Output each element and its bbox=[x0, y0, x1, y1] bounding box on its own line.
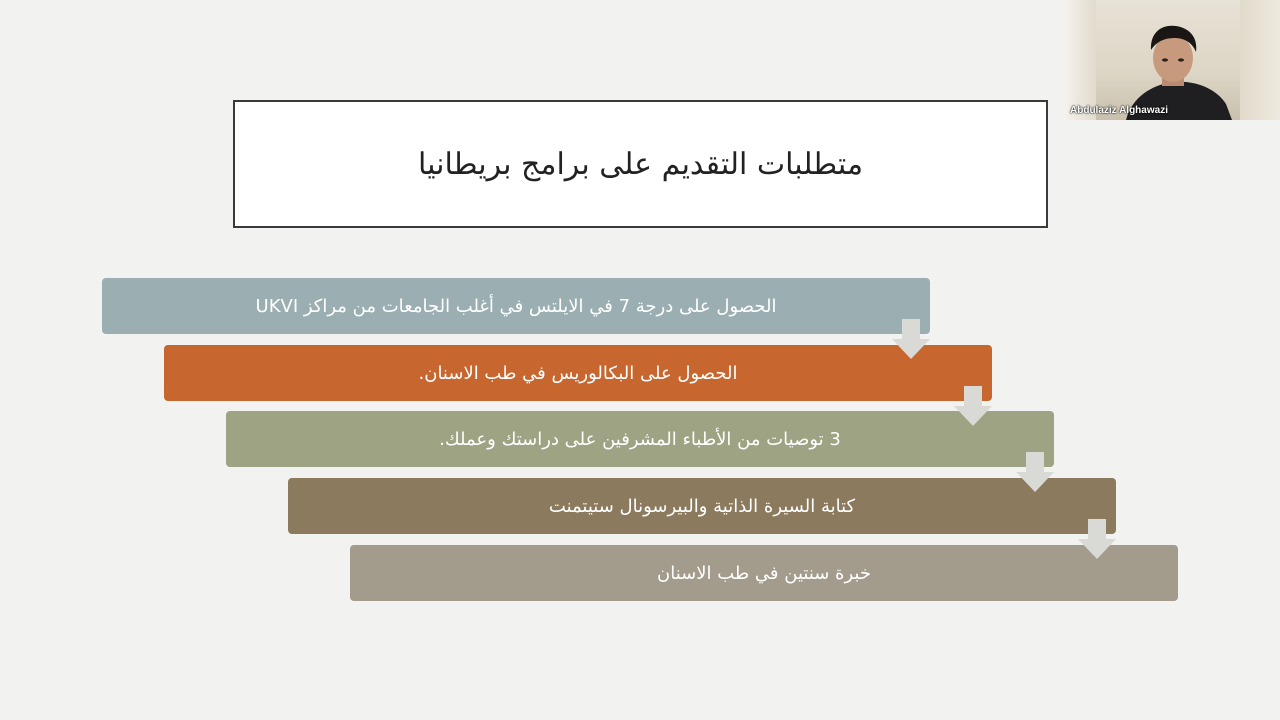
down-arrow-icon bbox=[954, 386, 992, 426]
participant-name-label: Abdulaziz Alghawazi bbox=[1070, 105, 1168, 116]
slide-title-box bbox=[233, 100, 1048, 228]
process-step-3 bbox=[226, 411, 1054, 467]
participant-video-tile[interactable] bbox=[1066, 0, 1280, 120]
process-step-label: الحصول على درجة 7 في الايلتس في أغلب الجامعات من مراكز UKVI bbox=[255, 295, 777, 317]
down-arrow-icon bbox=[1016, 452, 1054, 492]
process-step-5 bbox=[350, 545, 1178, 601]
process-step-label: خبرة سنتين في طب الاسنان bbox=[657, 562, 871, 584]
slide-title: متطلبات التقديم على برامج بريطانيا bbox=[417, 146, 864, 182]
process-step-label: كتابة السيرة الذاتية والبيرسونال ستيتمنت bbox=[548, 495, 856, 517]
process-step-label: الحصول على البكالوريس في طب الاسنان. bbox=[418, 362, 738, 384]
down-arrow-icon bbox=[1078, 519, 1116, 559]
process-step-1 bbox=[102, 278, 930, 334]
process-step-label: 3 توصيات من الأطباء المشرفين على دراستك وعملك. bbox=[439, 428, 841, 450]
process-step-2 bbox=[164, 345, 992, 401]
participant-avatar-icon bbox=[1066, 0, 1280, 120]
down-arrow-icon bbox=[892, 319, 930, 359]
process-step-4 bbox=[288, 478, 1116, 534]
